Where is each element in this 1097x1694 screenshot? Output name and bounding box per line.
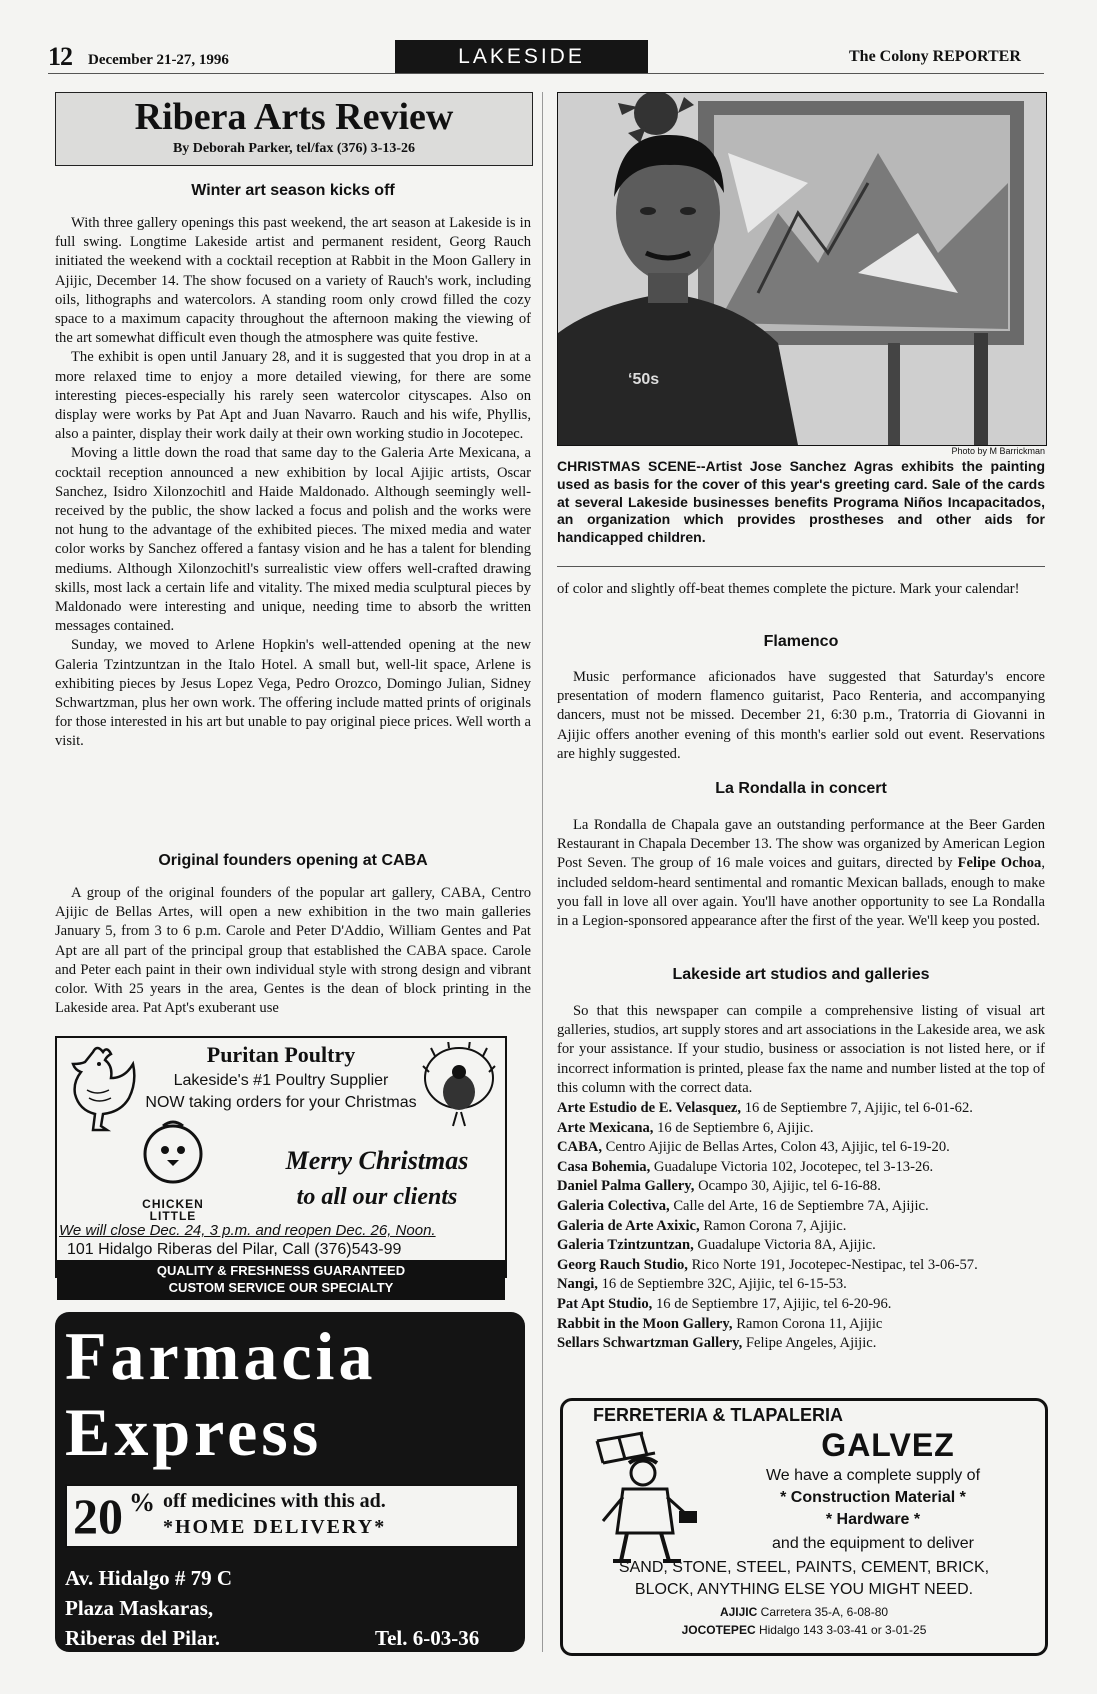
- article-left-column: [55, 214, 531, 752]
- poultry-hours: We will close Dec. 24, 3 p.m. and reopen Dec. 26, Noon.: [59, 1222, 436, 1239]
- farmacia-address-2: Plaza Maskaras,: [65, 1596, 214, 1620]
- poultry-band: [57, 1260, 505, 1300]
- page-number: 12: [48, 42, 72, 71]
- poultry-band-line-2: CUSTOM SERVICE OUR SPECIALTY: [168, 1280, 394, 1295]
- gallery-listing-item: [557, 1334, 1045, 1354]
- discount-number: 20: [73, 1488, 123, 1544]
- gallery-detail: Calle del Arte, 16 de Septiembre 7A, Ajijic.: [669, 1197, 929, 1214]
- ferreteria-ad: [560, 1398, 1048, 1656]
- shirt-logo: ‘50s: [628, 371, 660, 388]
- rondalla-text-b: , included seldom-heard sentimental and romantic Mexican ballads, enough to make you fall in love all over again. You'll have another opportunity to see La Rondalla in a Legion-sponsored appearance after the first of the year. We'll keep you posted.: [557, 855, 1045, 930]
- gallery-name: Daniel Palma Gallery,: [557, 1178, 695, 1195]
- ferreteria-line-5: SAND, STONE, STEEL, PAINTS, CEMENT, BRICK,: [618, 1559, 990, 1576]
- gallery-listing-item: [557, 1217, 1045, 1237]
- ferreteria-line-4: and the equipment to deliver: [772, 1535, 974, 1552]
- jocotepec-info: Hidalgo 143 3-03-41 or 3-01-25: [755, 1623, 927, 1637]
- gallery-listing-item: [557, 1099, 1045, 1119]
- gallery-detail: 16 de Septiembre 17, Ajijic, tel 6-20-96.: [652, 1295, 892, 1312]
- farmacia-ad: [55, 1312, 525, 1652]
- poultry-band-line-1: QUALITY & FRESHNESS GUARANTEED: [156, 1263, 406, 1278]
- gallery-listing: [557, 1099, 1045, 1354]
- paragraph: With three gallery openings this past weekend, the art season at Lakeside is in full swing. Longtime Lakeside artist and permanent resident, Georg Rauch initiated the weekend with a cocktail reception at Rabbit in the Moon Gallery in Ajijic, December 14. The show focused on a variety of Rauch's work, including oils, lithographs and watercolors. A standing room only crowd filled the cozy space to a maximum capacity throughout the afternoon making the viewing of the art somewhat difficult even though the atmosphere was quite festive.: [55, 215, 531, 347]
- gallery-detail: 16 de Septiembre 32C, Ajijic, tel 6-15-53.: [597, 1276, 847, 1293]
- article-flamenco: [557, 668, 1045, 764]
- gallery-name: Pat Apt Studio,: [557, 1295, 653, 1312]
- poultry-orders: NOW taking orders for your Christmas: [145, 1094, 417, 1111]
- farmacia-address-3: Riberas del Pilar.: [65, 1626, 220, 1650]
- poultry-address: 101 Hidalgo Riberas del Pilar, Call (376)543-99: [67, 1241, 402, 1258]
- paragraph: Music performance aficionados have suggested that Saturday's encore presentation of modern flamenco guitarist, Paco Renteria, and accompanying dancers, must not be missed. December 21, 6:30 p.m., Tratorria di Giovanni in Ajijic offers another evening of this month's earlier sold out event. Reservations are highly suggested.: [557, 669, 1045, 762]
- header-rule: [48, 73, 1044, 74]
- gallery-name: Galeria Tzintzuntzan,: [557, 1237, 694, 1254]
- paragraph: A group of the original founders of the popular art gallery, CABA, Centro Ajijic de Bellas Artes, will open a new exhibition in the two main galleries January 5, from 3 to 6 p.m. Carole and Peter D'Addio, William Gentes and Pat Apt are all part of the principal group that established the CABA space. Carole and Peter each paint in their own individual style with strong design and vibrant color. With 25 years in the area, Gentes is the dean of block printing in the Lakeside area. Pat Apt's exuberant use: [55, 885, 531, 1017]
- discount-percent: %: [129, 1488, 155, 1517]
- gallery-detail: Guadalupe Victoria 8A, Ajijic.: [693, 1237, 876, 1254]
- photo-artist-with-painting: [558, 93, 1046, 445]
- ajijic-label: AJIJIC: [719, 1605, 758, 1619]
- gallery-listing-item: [557, 1256, 1045, 1276]
- section-name: LAKESIDE: [458, 45, 585, 68]
- paragraph: So that this newspaper can compile a comprehensive listing of visual art galleries, studios, art supply stores and art associations in the Lakeside area, we ask for your assistance. If your studio, business or association is not listed here, or if incorrect information is printed, please fax the name and number listed at the top of this column with the correct data.: [557, 1003, 1045, 1096]
- ferreteria-jocotepec: [563, 1623, 1045, 1637]
- gallery-detail: Ramon Corona 7, Ajijic.: [699, 1217, 847, 1234]
- gallery-listing-item: [557, 1236, 1045, 1256]
- rondalla-text-a: La Rondalla de Chapala gave an outstanding performance at the Beer Garden Restaurant in Chapala December 13. The show was organized by American Legion Post Seven. The group of 16 male voices and guitars, directed by: [557, 817, 1045, 872]
- gallery-detail: Rico Norte 191, Jocotepec-Nestipac, tel 3-06-57.: [687, 1256, 978, 1273]
- mascot-label: CHICKEN LITTLE: [142, 1197, 204, 1223]
- gallery-name: Nangi,: [557, 1276, 598, 1293]
- rondalla-director: Felipe Ochoa: [957, 855, 1042, 872]
- gallery-detail: Ocampo 30, Ajijic, tel 6-16-88.: [694, 1178, 881, 1195]
- gallery-listing-item: [557, 1275, 1045, 1295]
- gallery-detail: 16 de Septiembre 6, Ajijic.: [653, 1119, 814, 1136]
- publication-name: The Colony REPORTER: [849, 48, 1021, 65]
- paragraph: of color and slightly off-beat themes complete the picture. Mark your calendar!: [557, 581, 1020, 597]
- gallery-name: Arte Estudio de E. Velasquez,: [557, 1100, 742, 1116]
- photo-caption: CHRISTMAS SCENE--Artist Jose Sanchez Agras exhibits the painting used as basis for the cover of this year's greeting card. Sale of the cards at several Lakeside businesses benefits Programa Niños Incapacitados, an organization which provides prostheses and other aids for handicapped children.: [557, 458, 1045, 546]
- ferreteria-line-6: BLOCK, ANYTHING ELSE YOU MIGHT NEED.: [634, 1581, 974, 1598]
- ferreteria-ajijic: [563, 1605, 1045, 1619]
- paragraph: Sunday, we moved to Arlene Hopkin's well-attended opening at the new Galeria Tzintzuntzan in the Italo Hotel. A small but, well-lit space, Arlene is exhibiting pieces by Jesus Lopez Vega, Pedro Orozco, Domingo Julian, Sidney Schwartzman, plus her own work. The offering include matted prints of originals for those interested in his art but unable to pay original piece prices. Well worth a visit.: [55, 637, 531, 750]
- gallery-name: Rabbit in the Moon Gallery,: [557, 1315, 733, 1332]
- greeting-clients: to all our clients: [296, 1184, 458, 1210]
- subhead-caba: Original founders opening at CABA: [158, 852, 428, 869]
- gallery-listing-item: [557, 1138, 1045, 1158]
- subhead-lakeside-studios: Lakeside art studios and galleries: [672, 966, 930, 983]
- express-name: Express: [65, 1394, 323, 1470]
- issue-date: December 21-27, 1996: [88, 52, 229, 68]
- poultry-ad: [55, 1036, 507, 1295]
- paragraph: Moving a little down the road that same day to the Galeria Arte Mexicana, a cocktail reception announced a new exhibition by local Ajijic artists, Oscar Sanchez, Isidro Xilonzochitl and Haide Maldonado. Although seemingly well-received by the public, the show lacked a focus and polish and the works were not hung to the advantage of the exhibited pieces. The mixed media and water color works by Sanchez offered a fantasy vision and he has a talent for blending mediums. Although Xilonzochitl's surrealistic view offers well-crafted drawing skills, most lack a certain life and vitality. The mixed media sculptural pieces by Maldonado were interesting and unique, needing time to absorb the written messages contained.: [55, 445, 531, 635]
- ferreteria-name: GALVEZ: [821, 1427, 955, 1463]
- paragraph: [557, 816, 1045, 931]
- discount-box: [65, 1484, 519, 1548]
- farmacia-name: Farmacia: [65, 1318, 377, 1394]
- ajijic-info: Carretera 35-A, 6-08-80: [757, 1605, 889, 1619]
- poultry-name: Puritan Poultry: [206, 1042, 356, 1067]
- subhead-la-rondalla: La Rondalla in concert: [715, 780, 887, 797]
- subhead-winter-art: Winter art season kicks off: [191, 182, 395, 199]
- section-banner: [395, 40, 648, 74]
- discount-offer: off medicines with this ad.: [163, 1490, 386, 1512]
- gallery-name: CABA,: [557, 1139, 602, 1156]
- ferreteria-line-1: We have a complete supply of: [765, 1467, 981, 1484]
- gallery-listing-item: [557, 1295, 1045, 1315]
- gallery-name: Casa Bohemia,: [557, 1158, 651, 1175]
- column-divider: [542, 92, 543, 1652]
- article-caba: [55, 884, 531, 1018]
- greeting-merry-christmas: Merry Christmas: [285, 1146, 469, 1175]
- artist-photo: [557, 92, 1047, 446]
- gallery-name: Galeria de Arte Axixic,: [557, 1217, 700, 1234]
- gallery-listing-item: [557, 1158, 1045, 1178]
- poultry-tagline: Lakeside's #1 Poultry Supplier: [173, 1072, 389, 1089]
- article-lakeside-studios: [557, 1002, 1045, 1098]
- gallery-detail: 16 de Septiembre 7, Ajijic, tel 6-01-62.: [741, 1100, 973, 1116]
- gallery-listing-item: [557, 1197, 1045, 1217]
- farmacia-address-1: Av. Hidalgo # 79 C: [65, 1566, 233, 1590]
- worker-with-ladder-icon: [583, 1429, 703, 1567]
- gallery-listing-item: [557, 1119, 1045, 1139]
- caption-rule: [557, 566, 1045, 567]
- gallery-name: Arte Mexicana,: [557, 1119, 654, 1136]
- gallery-name: Sellars Schwartzman Gallery,: [557, 1335, 743, 1352]
- ferreteria-title: FERRETERIA & TLAPALERIA: [593, 1405, 843, 1425]
- ferreteria-line-3: * Hardware *: [825, 1511, 921, 1528]
- column-title: Ribera Arts Review: [134, 96, 454, 138]
- article-caba-continued: [557, 580, 1045, 599]
- farmacia-phone: Tel. 6-03-36: [375, 1626, 480, 1650]
- gallery-detail: Ramon Corona 11, Ajijic: [732, 1315, 883, 1332]
- ferreteria-line-2: * Construction Material *: [780, 1489, 966, 1506]
- jocotepec-label: JOCOTEPEC: [681, 1623, 756, 1637]
- gallery-detail: Centro Ajijic de Bellas Artes, Colon 43, Ajijic, tel 6-19-20.: [602, 1139, 950, 1156]
- gallery-detail: Felipe Angeles, Ajijic.: [742, 1335, 877, 1352]
- gallery-listing-item: [557, 1315, 1045, 1335]
- photo-credit: Photo by M Barrickman: [951, 446, 1045, 456]
- subhead-flamenco: Flamenco: [763, 633, 839, 650]
- gallery-name: Galeria Colectiva,: [557, 1197, 670, 1214]
- column-title-box: [55, 92, 533, 166]
- home-delivery: *HOME DELIVERY*: [163, 1516, 387, 1538]
- gallery-name: Georg Rauch Studio,: [557, 1256, 688, 1273]
- gallery-listing-item: [557, 1177, 1045, 1197]
- article-la-rondalla: [557, 816, 1045, 931]
- paragraph: The exhibit is open until January 28, and it is suggested that you drop in at a more relaxed time to enjoy a more detailed viewing, for there are some interesting pieces-especially his rarely seen watercolor cityscapes. Also on display were works by Pat Apt and Juan Navarro. Rauch and his wife, Phyllis, also a painter, display their work daily at their own working studio in Jocotepec.: [55, 349, 531, 443]
- gallery-detail: Guadalupe Victoria 102, Jocotepec, tel 3-13-26.: [650, 1158, 934, 1175]
- column-byline: By Deborah Parker, tel/fax (376) 3-13-26: [172, 141, 416, 156]
